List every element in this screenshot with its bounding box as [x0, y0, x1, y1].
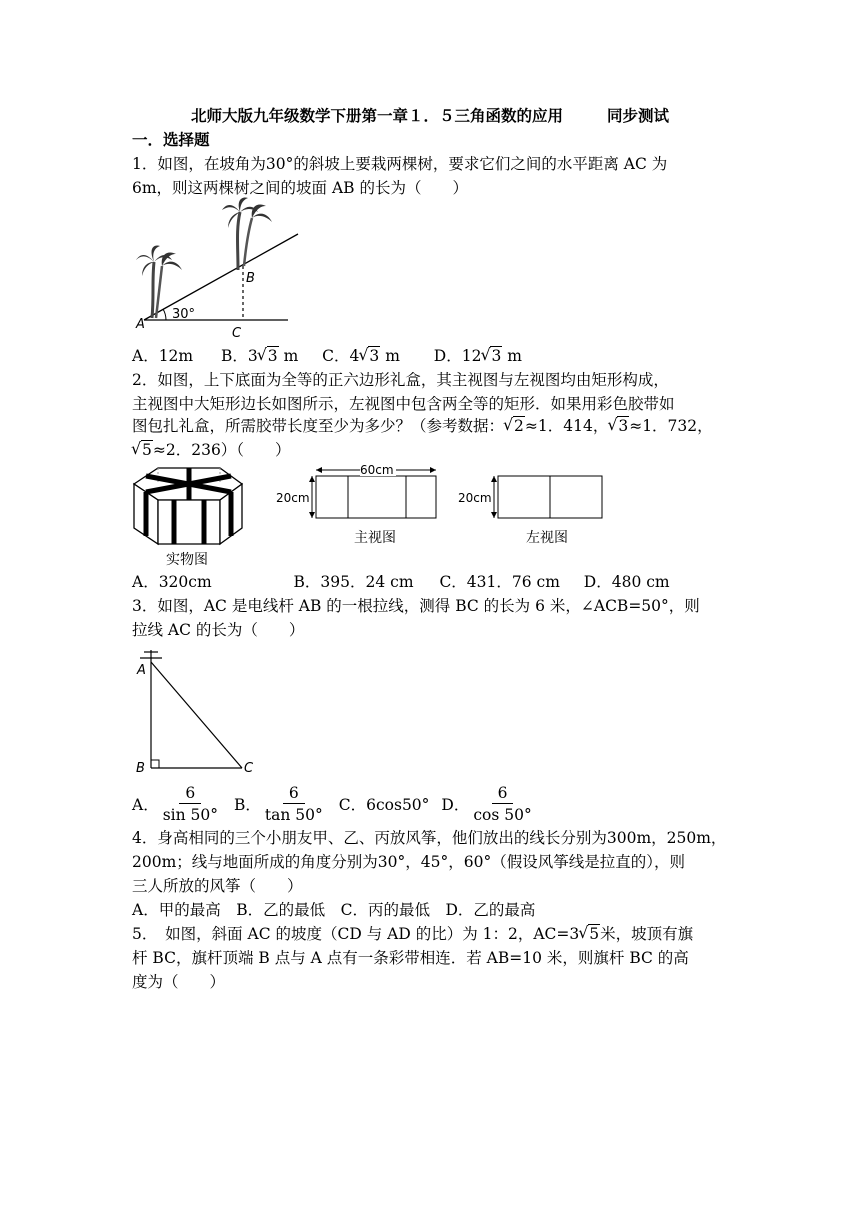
- q2-line1: 2．如图，上下底面为全等的正六边形礼盒，其主视图与左视图均由矩形构成，: [132, 371, 669, 389]
- q1-option-d[interactable]: D．12√ 3 m: [434, 347, 522, 365]
- q2-options: [132, 570, 670, 594]
- q4-line1: 4．身高相同的三个小朋友甲、乙、丙放风筝，他们放出的线长分别为300m，250m，: [132, 829, 727, 847]
- q2-option-b[interactable]: B．395．24 cm: [293, 573, 414, 591]
- q1-option-a[interactable]: A．12m: [132, 347, 194, 365]
- q1-line2: 6m，则这两棵树之间的坡面 AB 的长为（ ）: [132, 179, 468, 197]
- q3-pole-figure: [132, 648, 262, 778]
- left-height-label: 20cm: [458, 491, 492, 505]
- q3-label-a: A: [137, 663, 146, 678]
- section-heading: 一．选择题: [132, 130, 210, 149]
- q3-line2: 拉线 AC 的长为（ ）: [132, 621, 305, 639]
- q2-option-a[interactable]: A．320cm: [132, 573, 212, 591]
- q3-option-c[interactable]: C．6cos50°: [338, 796, 430, 814]
- q1-label-c: C: [232, 326, 242, 340]
- q1-option-c[interactable]: C．4√ 3 m: [322, 347, 400, 365]
- tree-right-icon: [222, 198, 272, 270]
- q3-label-b: B: [136, 761, 145, 776]
- q3-label-c: C: [244, 761, 254, 776]
- q2-option-d[interactable]: D．480 cm: [583, 573, 670, 591]
- q1-label-b: B: [246, 271, 255, 286]
- q2-line4: √ 5≈2．236）（ ）: [132, 438, 291, 462]
- q2-line2: 主视图中大矩形边长如图所示，左视图中包含两全等的矩形．如果用彩色胶带如: [132, 395, 675, 413]
- page-title: [0, 104, 860, 126]
- front-view-label: 主视图: [354, 530, 396, 546]
- q1-angle-label: 30°: [172, 307, 196, 322]
- front-width-label: 60cm: [360, 463, 394, 477]
- q5-line1: 5． 如图，斜面 AC 的坡度（CD 与 AD 的比）为 1：2，AC=3√ 5米，坡顶有旗: [132, 922, 693, 946]
- q2-option-c[interactable]: C．431．76 cm: [439, 573, 560, 591]
- q3-option-a[interactable]: A． $\frac{6}{\sin 50^\circ}$: [132, 784, 218, 824]
- q3-options: [132, 784, 536, 824]
- left-view: [491, 476, 602, 518]
- q3-line1: 3．如图，AC 是电线杆 AB 的一根拉线，测得 BC 的长为 6 米，∠ACB=50°，则: [132, 597, 700, 615]
- q1-line1: 1．如图，在坡角为30°的斜坡上要栽两棵树，要求它们之间的水平距离 AC 为: [132, 155, 668, 173]
- title-suffix: 同步测试: [607, 106, 670, 125]
- title-main: 北师大版九年级数学下册第一章１．５三角函数的应用: [190, 106, 563, 125]
- q1-option-b[interactable]: B．3√ 3 m: [221, 347, 298, 365]
- q5-line2: 杆 BC，旗杆顶端 B 点与 A 点有一条彩带相连．若 AB=10 米，则旗杆 BC 的高: [132, 949, 689, 967]
- q3-option-d[interactable]: D． $\frac{6}{\cos 50^\circ}$: [441, 784, 532, 824]
- left-view-label: 左视图: [526, 530, 568, 546]
- q4-line2: 200m；线与地面所成的角度分别为30°，45°，60°（假设风筝线是拉直的），则: [132, 853, 685, 871]
- front-height-label: 20cm: [276, 491, 310, 505]
- gift-box-icon: [134, 468, 242, 544]
- q3-option-b[interactable]: B． $\frac{6}{\tan 50^\circ}$: [234, 784, 323, 824]
- q1-label-a: A: [136, 317, 145, 332]
- q5-line3: 度为（ ）: [132, 973, 226, 991]
- real-view-label: 实物图: [166, 552, 208, 568]
- q2-line3: 图包扎礼盒，所需胶带长度至少为多少？（参考数据：√ 2≈1．414，√ 3≈1．732，: [132, 414, 713, 438]
- q1-slope-figure: [132, 196, 302, 340]
- q2-figure: [130, 462, 610, 574]
- q4-options[interactable]: A．甲的最高 B．乙的最低 C．丙的最低 D．乙的最高: [132, 901, 536, 919]
- q4-line3: 三人所放的风筝（ ）: [132, 877, 303, 895]
- q1-options: [132, 344, 522, 368]
